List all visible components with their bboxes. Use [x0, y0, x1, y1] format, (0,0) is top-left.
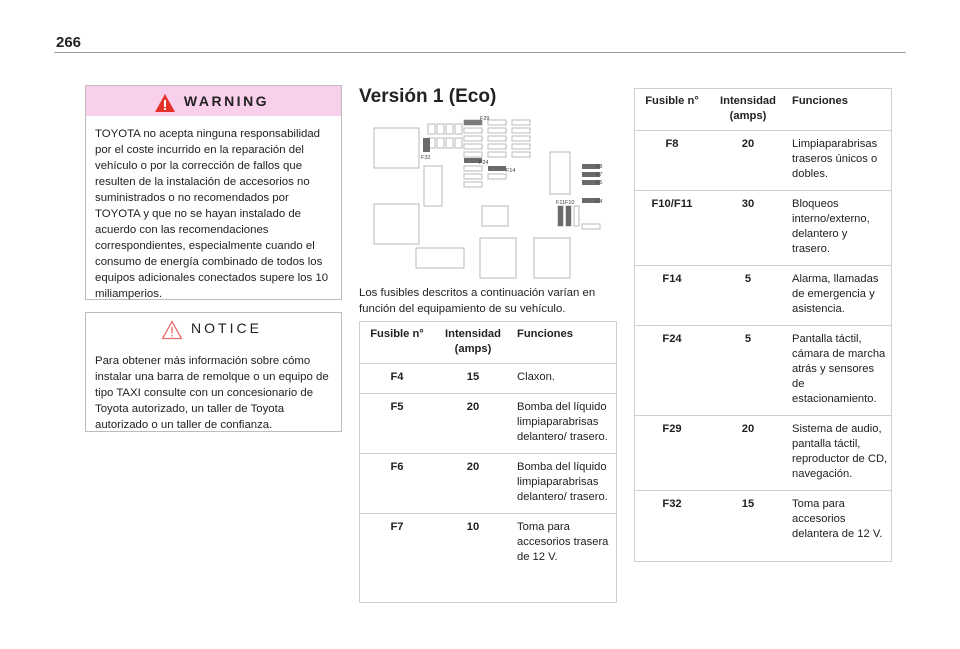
col-header-amps: Intensidad (amps): [710, 88, 786, 131]
label-f32: F32: [421, 155, 431, 161]
amps-cell: 15: [435, 364, 511, 394]
table-row: [359, 514, 617, 574]
label-f10: F10: [565, 200, 575, 206]
amps-cell: 20: [435, 454, 511, 514]
func-cell: Limpiaparabrisas traseros únicos o dobles.: [786, 131, 892, 191]
amps-cell: 20: [435, 394, 511, 454]
func-cell: Bomba del líquido limpiaparabrisas delantero/ trasero.: [511, 454, 617, 514]
fuse-cell: F5: [359, 394, 435, 454]
label-f14: F14: [506, 168, 516, 174]
func-cell: Bloqueos interno/externo, delantero y trasero.: [786, 191, 892, 266]
table-row: [359, 454, 617, 514]
label-f8: F8: [596, 164, 603, 170]
amps-cell: 5: [710, 266, 786, 326]
amps-cell: 20: [710, 131, 786, 191]
func-cell: Bomba del líquido limpiaparabrisas delantero/ trasero.: [511, 394, 617, 454]
fuse-cell: F10/F11: [634, 191, 710, 266]
func-cell: Claxon.: [511, 364, 617, 394]
warning-text: TOYOTA no acepta ninguna responsabilidad por el coste incurrido en la reparación del vehículo o por la corrección de fallos que resulten de la instalación de accesorios no suministrados o no recomendados por TOYOTA y que no se hayan instalado de acuerdo con las recomendaciones correspondientes, especialmente cuando el consumo de energía combinado de todos los equipos adicionales conectados supere los 10 miliamperios.: [95, 128, 329, 300]
fuse-table-2: [634, 88, 892, 550]
fuse-cell: F29: [634, 416, 710, 491]
col-header-amps: Intensidad (amps): [435, 321, 511, 364]
table-row: [634, 416, 892, 491]
func-cell: Toma para accesorios trasera de 12 V.: [517, 521, 609, 563]
page-number: 266: [56, 34, 82, 51]
table-row: [634, 266, 892, 326]
fuse-cell: F24: [634, 326, 710, 416]
fuse-cell: F6: [359, 454, 435, 514]
func-cell: Toma para accesorios delantera de 12 V.: [792, 498, 883, 540]
table-row: [359, 394, 617, 454]
caution-triangle-icon: [161, 320, 183, 340]
notice-text: Para obtener más información sobre cómo instalar una barra de remolque o un equipo de tipo TAXI consulte con un concesionario de Toyota autorizado, un taller de Toyota autorizado o un taller de confianza.: [95, 355, 329, 431]
table-header-row: [359, 321, 617, 364]
label-f29: F29: [480, 116, 490, 122]
amps-cell: 30: [710, 191, 786, 266]
table-row: [634, 131, 892, 191]
table-row: [634, 326, 892, 416]
label-f5: F5: [596, 180, 603, 186]
header-divider: [54, 52, 906, 53]
col-header-func: Funciones: [786, 88, 892, 131]
amps-cell: 20: [710, 416, 786, 491]
fuse-cell: F7: [390, 521, 404, 533]
label-f24: F24: [479, 160, 489, 166]
warning-header: [86, 86, 341, 116]
fuse-cell: F14: [634, 266, 710, 326]
fuse-box-diagram: [372, 114, 608, 280]
table-header-row: [634, 88, 892, 131]
table-row: [359, 364, 617, 394]
warning-triangle-icon: [154, 93, 176, 113]
section-title: Versión 1 (Eco): [359, 86, 497, 107]
func-cell: Alarma, llamadas de emergencia y asistencia.: [786, 266, 892, 326]
fuse-table-1: [359, 321, 617, 573]
func-cell: Sistema de audio, pantalla táctil, reproductor de CD, navegación.: [786, 416, 892, 491]
col-header-func: Funciones: [511, 321, 617, 364]
col-header-fuse: Fusible n°: [634, 88, 710, 131]
warning-title: WARNING: [183, 93, 270, 109]
warning-box: [85, 85, 342, 300]
amps-cell: 5: [710, 326, 786, 416]
table-row: [634, 491, 892, 551]
col-header-fuse: Fusible n°: [359, 321, 435, 364]
amps-cell: 15: [741, 498, 755, 510]
func-cell: Pantalla táctil, cámara de marcha atrás y sensores de estacionamiento.: [786, 326, 892, 416]
amps-cell: 10: [466, 521, 480, 533]
intro-text: Los fusibles descritos a continuación varían en función del equipamiento de su vehículo.: [359, 287, 596, 315]
fuse-cell: F4: [359, 364, 435, 394]
label-f7: F7: [596, 172, 603, 178]
label-f11: F11: [556, 200, 566, 206]
notice-box: [85, 312, 342, 432]
table-row: [634, 191, 892, 266]
notice-title: NOTICE: [191, 320, 262, 336]
fuse-cell: F32: [662, 498, 682, 510]
label-f4: F4: [596, 199, 603, 205]
fuse-cell: F8: [634, 131, 710, 191]
notice-header: [86, 313, 341, 343]
